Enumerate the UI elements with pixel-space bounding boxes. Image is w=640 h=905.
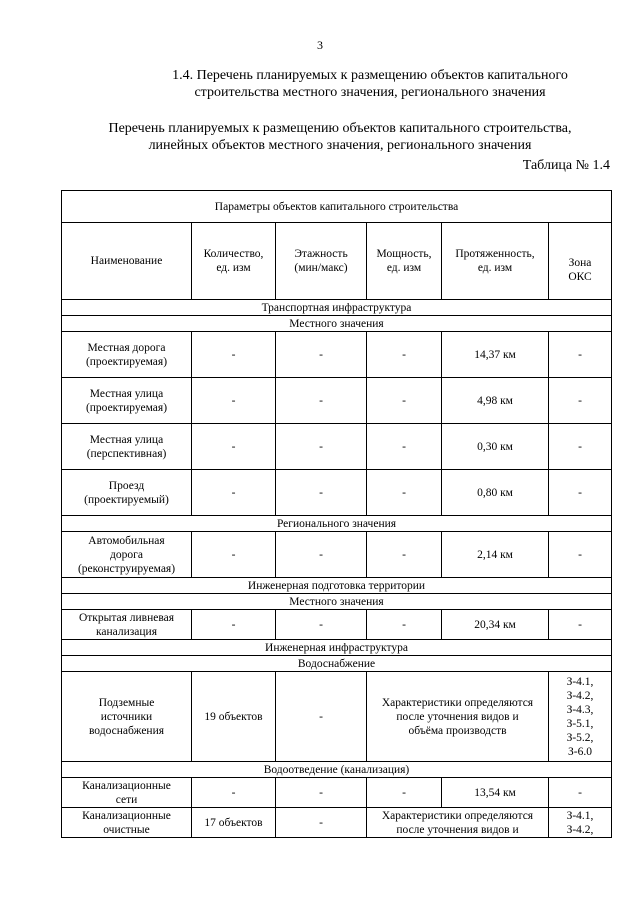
header-name: Наименование <box>62 223 192 300</box>
section-row: Транспортная инфраструктура <box>62 300 612 316</box>
cell-power: - <box>367 470 442 516</box>
cell-zone: - <box>549 532 612 578</box>
subsection-row: Местного значения <box>62 594 612 610</box>
section-row: Инженерная инфраструктура <box>62 640 612 656</box>
cell-power: - <box>367 378 442 424</box>
page-number: 3 <box>317 38 323 52</box>
cell-power: - <box>367 424 442 470</box>
table-row <box>62 778 612 808</box>
cell-count: - <box>192 532 276 578</box>
cell-name: Местная дорога (проектируемая) <box>62 332 192 378</box>
cell-floors: - <box>276 378 367 424</box>
list-subheading-line: линейных объектов местного значения, регионального значения <box>148 138 532 153</box>
list-subheading-line: Перечень планируемых к размещению объектов капитального строительства, <box>108 121 572 136</box>
cell-length: 2,14 км <box>442 532 549 578</box>
cell-name: Канализационные очистные <box>62 808 192 838</box>
header-floors: Этажность (мин/макс) <box>276 223 367 300</box>
cell-note: Характеристики определяются после уточнения видов и <box>367 808 549 838</box>
cell-length: 0,80 км <box>442 470 549 516</box>
cell-length: 0,30 км <box>442 424 549 470</box>
subsection-row: Местного значения <box>62 316 612 332</box>
table-row <box>62 808 612 838</box>
cell-count: - <box>192 470 276 516</box>
cell-count: 17 объектов <box>192 808 276 838</box>
table-row <box>62 610 612 640</box>
cell-count: - <box>192 778 276 808</box>
header-zone: Зона ОКС <box>549 223 612 300</box>
cell-zone: - <box>549 378 612 424</box>
cell-floors: - <box>276 808 367 838</box>
cell-name: Открытая ливневая канализация <box>62 610 192 640</box>
header-count: Количество, ед. изм <box>192 223 276 300</box>
cell-floors: - <box>276 610 367 640</box>
cell-power: - <box>367 532 442 578</box>
cell-zone: - <box>549 332 612 378</box>
cell-floors: - <box>276 778 367 808</box>
section-row: Инженерная подготовка территории <box>62 578 612 594</box>
cell-count: - <box>192 424 276 470</box>
cell-name: Проезд (проектируемый) <box>62 470 192 516</box>
cell-power: - <box>367 332 442 378</box>
subsection-row: Водоотведение (канализация) <box>62 762 612 778</box>
table-caption-row <box>62 191 612 223</box>
cell-count: - <box>192 378 276 424</box>
cell-zone: З-4.1, З-4.2, З-4.3, З-5.1, З-5.2, З-6.0 <box>549 672 612 762</box>
subsection-row: Регионального значения <box>62 516 612 532</box>
cell-floors: - <box>276 424 367 470</box>
cell-length: 14,37 км <box>442 332 549 378</box>
section-heading-line: 1.4. Перечень планируемых к размещению объектов капитального <box>172 68 568 83</box>
table-row <box>62 672 612 762</box>
table-label: Таблица № 1.4 <box>522 158 610 173</box>
table-caption: Параметры объектов капитального строительства <box>62 191 612 223</box>
table-row <box>62 532 612 578</box>
cell-floors: - <box>276 532 367 578</box>
cell-power: - <box>367 610 442 640</box>
cell-count: - <box>192 610 276 640</box>
cell-name: Подземные источники водоснабжения <box>62 672 192 762</box>
list-subheading <box>70 120 610 154</box>
table-header-row <box>62 223 612 300</box>
cell-length: 20,34 км <box>442 610 549 640</box>
cell-count: - <box>192 332 276 378</box>
cell-zone: - <box>549 778 612 808</box>
cell-floors: - <box>276 332 367 378</box>
cell-name: Местная улица (перспективная) <box>62 424 192 470</box>
cell-zone: - <box>549 424 612 470</box>
section-heading <box>130 67 610 101</box>
table-row <box>62 332 612 378</box>
cell-zone: З-4.1, З-4.2, <box>549 808 612 838</box>
cell-length: 4,98 км <box>442 378 549 424</box>
header-power: Мощность, ед. изм <box>367 223 442 300</box>
cell-name: Местная улица (проектируемая) <box>62 378 192 424</box>
table-row <box>62 378 612 424</box>
table-row <box>62 470 612 516</box>
table-row <box>62 424 612 470</box>
section-heading-line: строительства местного значения, регионального значения <box>194 85 546 100</box>
subsection-row: Водоснабжение <box>62 656 612 672</box>
cell-power: - <box>367 778 442 808</box>
cell-note: Характеристики определяются после уточнения видов и объёма производств <box>367 672 549 762</box>
objects-table <box>61 190 612 838</box>
cell-name: Автомобильная дорога (реконструируемая) <box>62 532 192 578</box>
cell-name: Канализационные сети <box>62 778 192 808</box>
cell-zone: - <box>549 610 612 640</box>
cell-floors: - <box>276 672 367 762</box>
cell-count: 19 объектов <box>192 672 276 762</box>
header-length: Протяженность, ед. изм <box>442 223 549 300</box>
cell-floors: - <box>276 470 367 516</box>
cell-zone: - <box>549 470 612 516</box>
cell-length: 13,54 км <box>442 778 549 808</box>
